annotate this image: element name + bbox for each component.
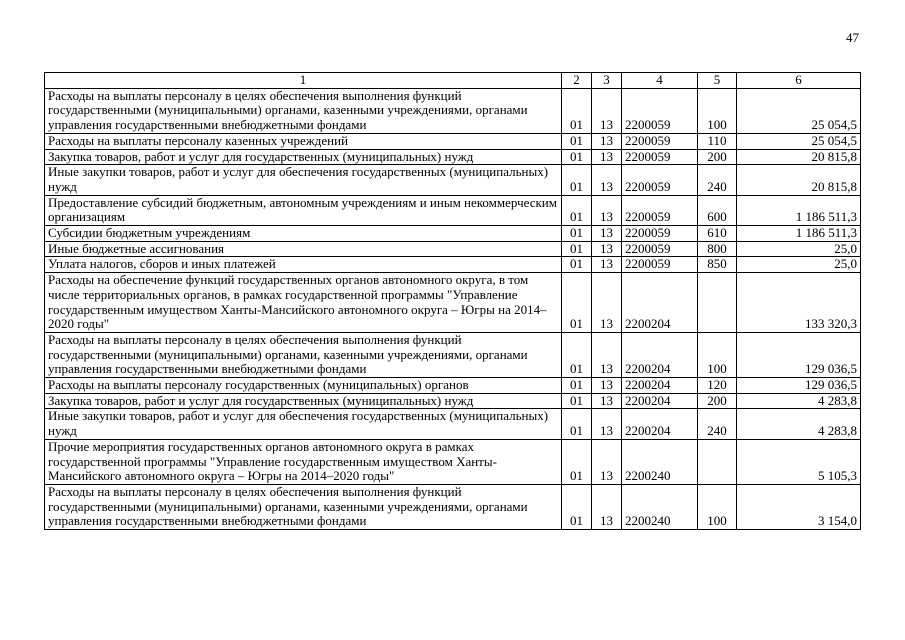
table-row: [45, 226, 861, 242]
row-description: Расходы на выплаты персоналу в целях обеспечения выполнения функций государственными (муниципальными) органами, казенными учреждениями, органами управления государственными внебюджетными фондами: [45, 88, 562, 133]
row-expense-type: [698, 273, 737, 333]
table-row: [45, 133, 861, 149]
row-subsection: 13: [592, 484, 622, 529]
table-row: [45, 484, 861, 529]
row-subsection: 13: [592, 273, 622, 333]
row-section: 01: [562, 273, 592, 333]
row-expense-type: 100: [698, 332, 737, 377]
column-header-2: 2: [562, 73, 592, 89]
column-header-5: 5: [698, 73, 737, 89]
row-amount: 5 105,3: [737, 439, 861, 484]
row-expense-type: 200: [698, 149, 737, 165]
row-amount: 25 054,5: [737, 133, 861, 149]
row-section: 01: [562, 257, 592, 273]
table-row: [45, 439, 861, 484]
row-expense-type: 100: [698, 88, 737, 133]
table-row: [45, 393, 861, 409]
page-number: 47: [846, 30, 859, 45]
row-section: 01: [562, 88, 592, 133]
row-subsection: 13: [592, 88, 622, 133]
row-subsection: 13: [592, 165, 622, 195]
row-description: Закупка товаров, работ и услуг для государственных (муниципальных) нужд: [45, 393, 562, 409]
row-target-article: 2200059: [622, 241, 698, 257]
row-description: Закупка товаров, работ и услуг для государственных (муниципальных) нужд: [45, 149, 562, 165]
row-target-article: 2200204: [622, 332, 698, 377]
table-row: [45, 332, 861, 377]
row-expense-type: 110: [698, 133, 737, 149]
row-target-article: 2200059: [622, 88, 698, 133]
row-target-article: 2200059: [622, 226, 698, 242]
row-section: 01: [562, 195, 592, 225]
row-amount: 129 036,5: [737, 332, 861, 377]
row-subsection: 13: [592, 226, 622, 242]
table-row: [45, 273, 861, 333]
table-row: [45, 195, 861, 225]
row-amount: 20 815,8: [737, 165, 861, 195]
row-section: 01: [562, 226, 592, 242]
row-subsection: 13: [592, 195, 622, 225]
row-expense-type: 120: [698, 378, 737, 394]
row-description: Расходы на выплаты персоналу в целях обеспечения выполнения функций государственными (муниципальными) органами, казенными учреждениями, органами управления государственными внебюджетными фондами: [45, 332, 562, 377]
column-header-1: 1: [45, 73, 562, 89]
row-description: Расходы на выплаты персоналу государственных (муниципальных) органов: [45, 378, 562, 394]
row-subsection: 13: [592, 378, 622, 394]
row-description: Расходы на выплаты персоналу в целях обеспечения выполнения функций государственными (муниципальными) органами, казенными учреждениями, органами управления государственными внебюджетными фондами: [45, 484, 562, 529]
row-amount: 4 283,8: [737, 409, 861, 439]
row-target-article: 2200204: [622, 409, 698, 439]
row-target-article: 2200059: [622, 195, 698, 225]
header-row: [45, 73, 861, 89]
column-header-3: 3: [592, 73, 622, 89]
row-subsection: 13: [592, 241, 622, 257]
row-section: 01: [562, 378, 592, 394]
row-target-article: 2200204: [622, 273, 698, 333]
row-target-article: 2200240: [622, 439, 698, 484]
column-header-6: 6: [737, 73, 861, 89]
row-subsection: 13: [592, 409, 622, 439]
row-description: Иные закупки товаров, работ и услуг для обеспечения государственных (муниципальных) нужд: [45, 409, 562, 439]
row-expense-type: 600: [698, 195, 737, 225]
row-section: 01: [562, 165, 592, 195]
row-target-article: 2200059: [622, 133, 698, 149]
row-amount: 129 036,5: [737, 378, 861, 394]
row-amount: 25,0: [737, 257, 861, 273]
row-description: Субсидии бюджетным учреждениям: [45, 226, 562, 242]
row-amount: 1 186 511,3: [737, 195, 861, 225]
row-section: 01: [562, 241, 592, 257]
row-amount: 20 815,8: [737, 149, 861, 165]
row-subsection: 13: [592, 133, 622, 149]
row-amount: 3 154,0: [737, 484, 861, 529]
row-expense-type: 850: [698, 257, 737, 273]
row-section: 01: [562, 484, 592, 529]
table-row: [45, 257, 861, 273]
table-row: [45, 149, 861, 165]
row-target-article: 2200059: [622, 257, 698, 273]
row-target-article: 2200204: [622, 378, 698, 394]
row-expense-type: 240: [698, 409, 737, 439]
row-section: 01: [562, 393, 592, 409]
row-expense-type: 610: [698, 226, 737, 242]
table-body: [45, 88, 861, 529]
row-subsection: 13: [592, 149, 622, 165]
row-amount: 1 186 511,3: [737, 226, 861, 242]
row-section: 01: [562, 439, 592, 484]
table-row: [45, 88, 861, 133]
row-expense-type: [698, 439, 737, 484]
row-amount: 25,0: [737, 241, 861, 257]
row-section: 01: [562, 133, 592, 149]
column-header-4: 4: [622, 73, 698, 89]
row-target-article: 2200059: [622, 165, 698, 195]
row-description: Расходы на обеспечение функций государственных органов автономного округа, в том числе территориальных органов, в рамках государственной программы "Управление государственным имуществом Ханты-Мансийского автономного округа – Югры на 2014–2020 годы": [45, 273, 562, 333]
row-expense-type: 800: [698, 241, 737, 257]
row-description: Прочие мероприятия государственных органов автономного округа в рамках государственной программы "Управление государственным имуществом Ханты-Мансийского автономного округа – Югры на 2014–2020 годы": [45, 439, 562, 484]
row-description: Иные закупки товаров, работ и услуг для обеспечения государственных (муниципальных) нужд: [45, 165, 562, 195]
row-description: Иные бюджетные ассигнования: [45, 241, 562, 257]
row-expense-type: 200: [698, 393, 737, 409]
row-section: 01: [562, 332, 592, 377]
table-row: [45, 165, 861, 195]
table-row: [45, 409, 861, 439]
row-subsection: 13: [592, 257, 622, 273]
budget-table: [44, 72, 861, 530]
table-row: [45, 241, 861, 257]
row-subsection: 13: [592, 332, 622, 377]
row-subsection: 13: [592, 393, 622, 409]
row-description: Расходы на выплаты персоналу казенных учреждений: [45, 133, 562, 149]
table-row: [45, 378, 861, 394]
row-description: Предоставление субсидий бюджетным, автономным учреждениям и иным некоммерческим организациям: [45, 195, 562, 225]
row-expense-type: 240: [698, 165, 737, 195]
row-expense-type: 100: [698, 484, 737, 529]
row-amount: 25 054,5: [737, 88, 861, 133]
row-amount: 4 283,8: [737, 393, 861, 409]
row-target-article: 2200059: [622, 149, 698, 165]
row-target-article: 2200240: [622, 484, 698, 529]
row-amount: 133 320,3: [737, 273, 861, 333]
row-subsection: 13: [592, 439, 622, 484]
row-section: 01: [562, 409, 592, 439]
row-section: 01: [562, 149, 592, 165]
row-target-article: 2200204: [622, 393, 698, 409]
row-description: Уплата налогов, сборов и иных платежей: [45, 257, 562, 273]
